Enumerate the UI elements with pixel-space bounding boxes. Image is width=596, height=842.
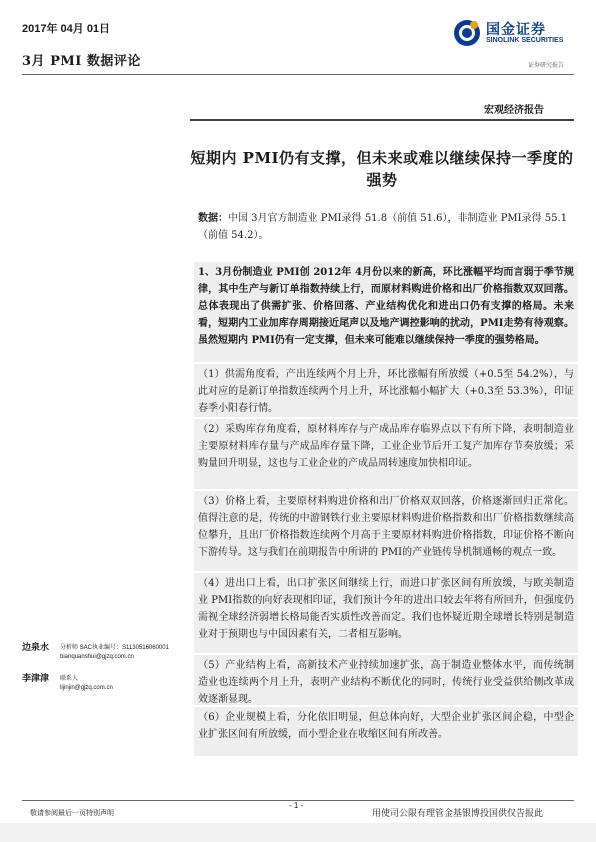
body-paragraph: （4）进出口上看，出口扩张区间继续上行，而进口扩张区间有所放缓，与欧美制造业 PMI指数的向好表现相印证，我们预计今年的进出口较去年将有所回升，但强度仍需视全球经济弱增长格局能否实质性改善而定。我们也怀疑近期全球增长特别是制造业对于预期也与中国因素有关，二者相互影响。 [198, 578, 574, 640]
analyst-meta [60, 675, 113, 693]
analyst-email[interactable]: bianquanshui@gjzq.com.cn [60, 654, 134, 660]
analyst-role: 联系人 [60, 676, 79, 682]
page-number: - 1 - [289, 801, 304, 810]
report-category: 宏观经济报告 [484, 105, 544, 116]
body-paragraph: （6）企业规模上看，分化依旧明显，但总体向好，大型企业扩张区间企稳，中型企业扩张区间有所放缓，而小型企业在收缩区间有所改善。 [198, 712, 574, 740]
data-summary [198, 210, 574, 244]
body-paragraph: （1）供需角度看，产出连续两个月上升，环比涨幅有所放缓（+0.5至 54.2%），与此对应的是新订单指数连续两个月上升，环比涨幅小幅扩大（+0.3至 53.3%），印证春季小阳春行情。 [198, 369, 574, 414]
summary-label: 数据： [198, 213, 228, 224]
report-date: 2017年 04月 01日 [22, 23, 111, 35]
analyst-role: 分析师 SAC执业编号：S1130516060001 [60, 645, 169, 651]
analyst-name: 李津津 [22, 674, 50, 684]
body-paragraph: （5）产业结构上看，高新技术产业持续加速扩张，高于制造业整体水平，而传统制造业也连续两个月上升，表明产业结构不断优化的同时，传统行业受益供给侧改革成效逐渐显现。 [198, 660, 574, 705]
company-logo [452, 18, 582, 54]
logo-cn-text: 国金证券 [486, 22, 546, 38]
usage-watermark: 用使司公限有理管金基银博投国供仅告报此 [372, 809, 544, 819]
disclaimer-note: 敬请参阅最后一页特别声明 [30, 809, 114, 817]
analyst-email[interactable]: lijinjin@gjzq.com.cn [60, 685, 113, 691]
header-divider [22, 74, 574, 75]
bottom-watermark-strip [0, 823, 596, 842]
report-title: 3月 PMI 数据评论 [22, 54, 141, 69]
headline: 短期内 PMI仍有支撑，但未来或难以继续保持一季度的强势 [190, 149, 574, 189]
body-paragraph: （3）价格上看，主要原材料购进价格和出厂价格双双回落，价格逐渐回归正常化。值得注意的是，传统的中游钢铁行业主要原材料购进价格指数和出厂价格指数继续高位攀升，且出厂价格指数连续两个月高于主要原材料购进价格指数，印证价格不断向下游传导。这与我们在前期报告中所讲的 PMI的产业链传导机制通畅的观点一致。 [198, 496, 574, 558]
body-paragraph-main: 1、3月份制造业 PMI创 2012年 4月份以来的新高，环比涨幅平均而言弱于季节规律，其中生产与新订单指数持续上行，而原材料购进价格和出厂价格指数双双回落。总体表现出了供需扩张、价格回落、产业结构优化和进出口仍有支撑的格局。未来看，短期内工业加库存周期接近尾声以及地产调控影响的扰动，PMI走势有待观察。虽然短期内 PMI仍有一定支撑，但未来可能难以继续保持一季度的强势格局。 [198, 267, 574, 346]
logo-en-text: SINOLINK SECURITIES [486, 37, 564, 44]
summary-text: 中国 3月官方制造业 PMI录得 51.8（前值 51.6），非制造业 PMI录得 55.1（前值 54.2）。 [198, 213, 568, 241]
category-divider [190, 119, 574, 121]
analyst-name: 边泉水 [22, 643, 50, 653]
analyst-meta [60, 644, 169, 662]
logo-subtitle: 证券研究报告 [528, 62, 565, 69]
sinolink-logo-icon [452, 18, 482, 48]
body-paragraph: （2）采购库存角度看，原材料库存与产成品库存临界点以下有所下降，表明制造业主要原材料库存量与产成品库存量下降，工业企业节后开工复产加库存节奏放缓；采购量回升明显，这也与工业企业的产成品周转速度加快相印证。 [198, 424, 574, 469]
